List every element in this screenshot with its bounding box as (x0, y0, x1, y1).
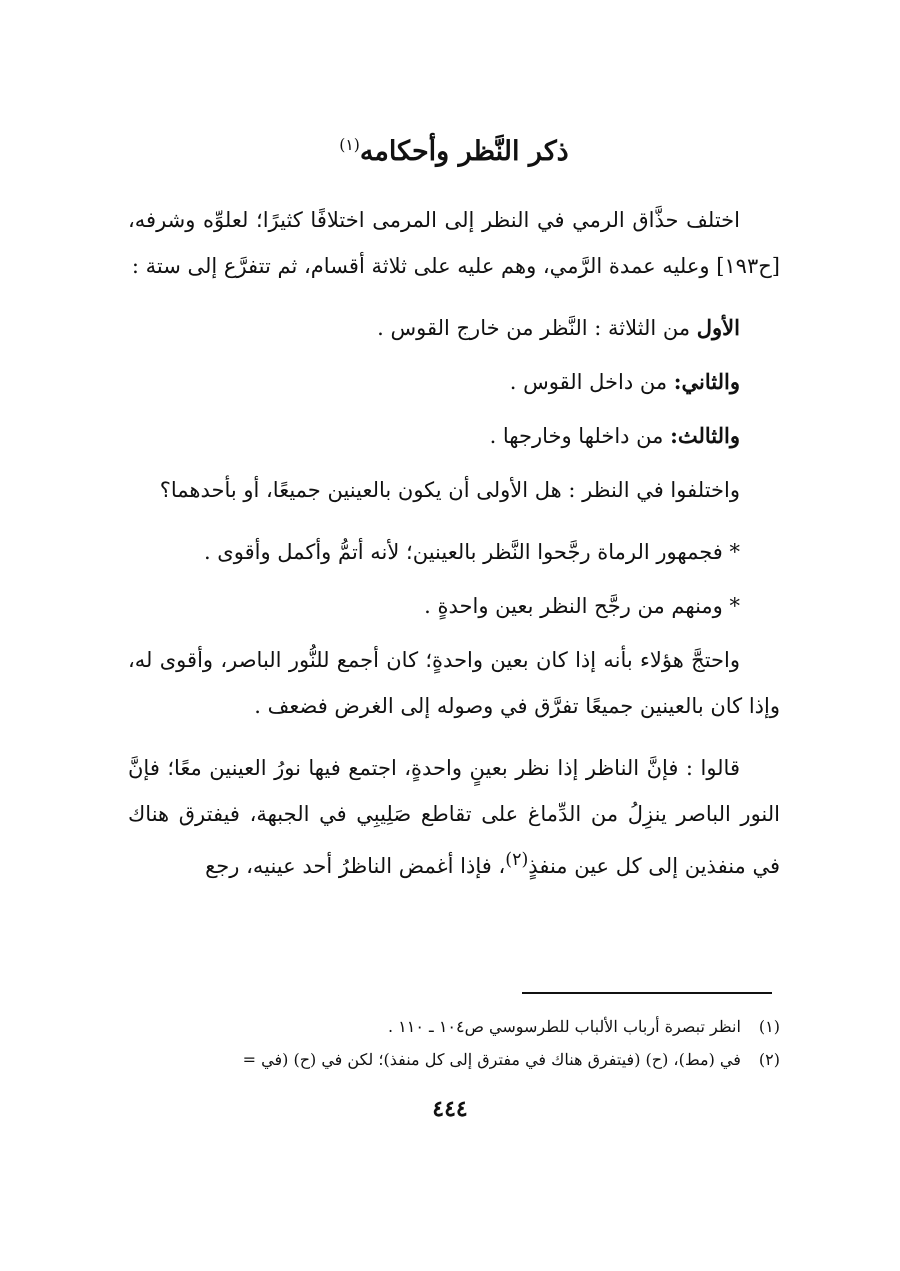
section-first-label: الأول (696, 314, 740, 340)
section-third (128, 413, 780, 459)
paragraph-explanation-part-2: ، فإذا أغمض الناظرُ أحد عينيه، رجع (205, 853, 506, 878)
footnote-text: في (مط)، (ح) (فيتفرق هناك في مفترق إلى كل منفذ)؛ لكن في (ح) (في = (242, 1050, 741, 1069)
chapter-title-text: ذكر النَّظر وأحكامه (359, 136, 569, 167)
footnote-item (128, 1010, 780, 1043)
chapter-title (128, 132, 780, 173)
paragraph-eyes-question: واختلفوا في النظر : هل الأولى أن يكون بالعينين جميعًا، أو بأحدهما؟ (159, 477, 740, 502)
paragraph-argument: واحتجَّ هؤلاء بأنه إذا كان بعين واحدةٍ؛ كان أجمع للنُّور الباصر، وأقوى له، وإذا كان بالعينين جميعًا تفرَّق في وصوله إلى الغرض فضعف . (128, 647, 780, 718)
bullet-majority-view: * فجمهور الرماة رجَّحوا النَّظر بالعينين؛ لأنه أتمُّ وأكمل وأقوى . (203, 539, 740, 564)
paragraph-explanation-part-1: قالوا : فإنَّ الناظر إذا نظر بعينٍ واحدةٍ، اجتمع فيها نورُ العينين معًا؛ فإنَّ النور الباصر ينزِلُ من الدِّماغ على تقاطع صَلِيبِي في الجبهة، فيفترق هناك في منفذين إلى كل عين منفذٍ (128, 755, 780, 878)
section-second-label: والثاني: (673, 368, 740, 394)
section-third-label: والثالث: (670, 422, 740, 448)
footnotes (128, 1010, 780, 1076)
section-first-text: من الثلاثة : النَّظر من خارج القوس . (377, 315, 691, 340)
page-body (128, 132, 780, 889)
footnote-number: (٢) (758, 1050, 780, 1069)
footnote-item (128, 1043, 780, 1076)
section-first (128, 305, 780, 351)
body-footnote-marker: (٢) (505, 849, 529, 870)
footnote-number: (١) (758, 1017, 780, 1036)
bullet-one-eye-view: * ومنهم من رجَّح النظر بعين واحدةٍ . (424, 593, 740, 618)
page-number: ٤٤٤ (432, 1096, 468, 1122)
section-second-text: من داخل القوس . (509, 369, 668, 394)
footnote-separator (522, 992, 772, 994)
section-third-text: من داخلها وخارجها . (489, 423, 664, 448)
footnote-text: انظر تبصرة أرباب الألباب للطرسوسي ص١٠٤ ـ ١١٠ . (388, 1017, 741, 1036)
title-footnote-marker: (١) (339, 135, 360, 154)
paragraph-intro: اختلف حذَّاق الرمي في النظر إلى المرمى اختلافًا كثيرًا؛ لعلوِّه وشرفه، [ح١٩٣] وعليه عمدة الرَّمي، وهم عليه على ثلاثة أقسام، ثم تتفرَّع إلى ستة : (128, 207, 780, 278)
section-second (128, 359, 780, 405)
paragraph-explanation (128, 745, 780, 889)
